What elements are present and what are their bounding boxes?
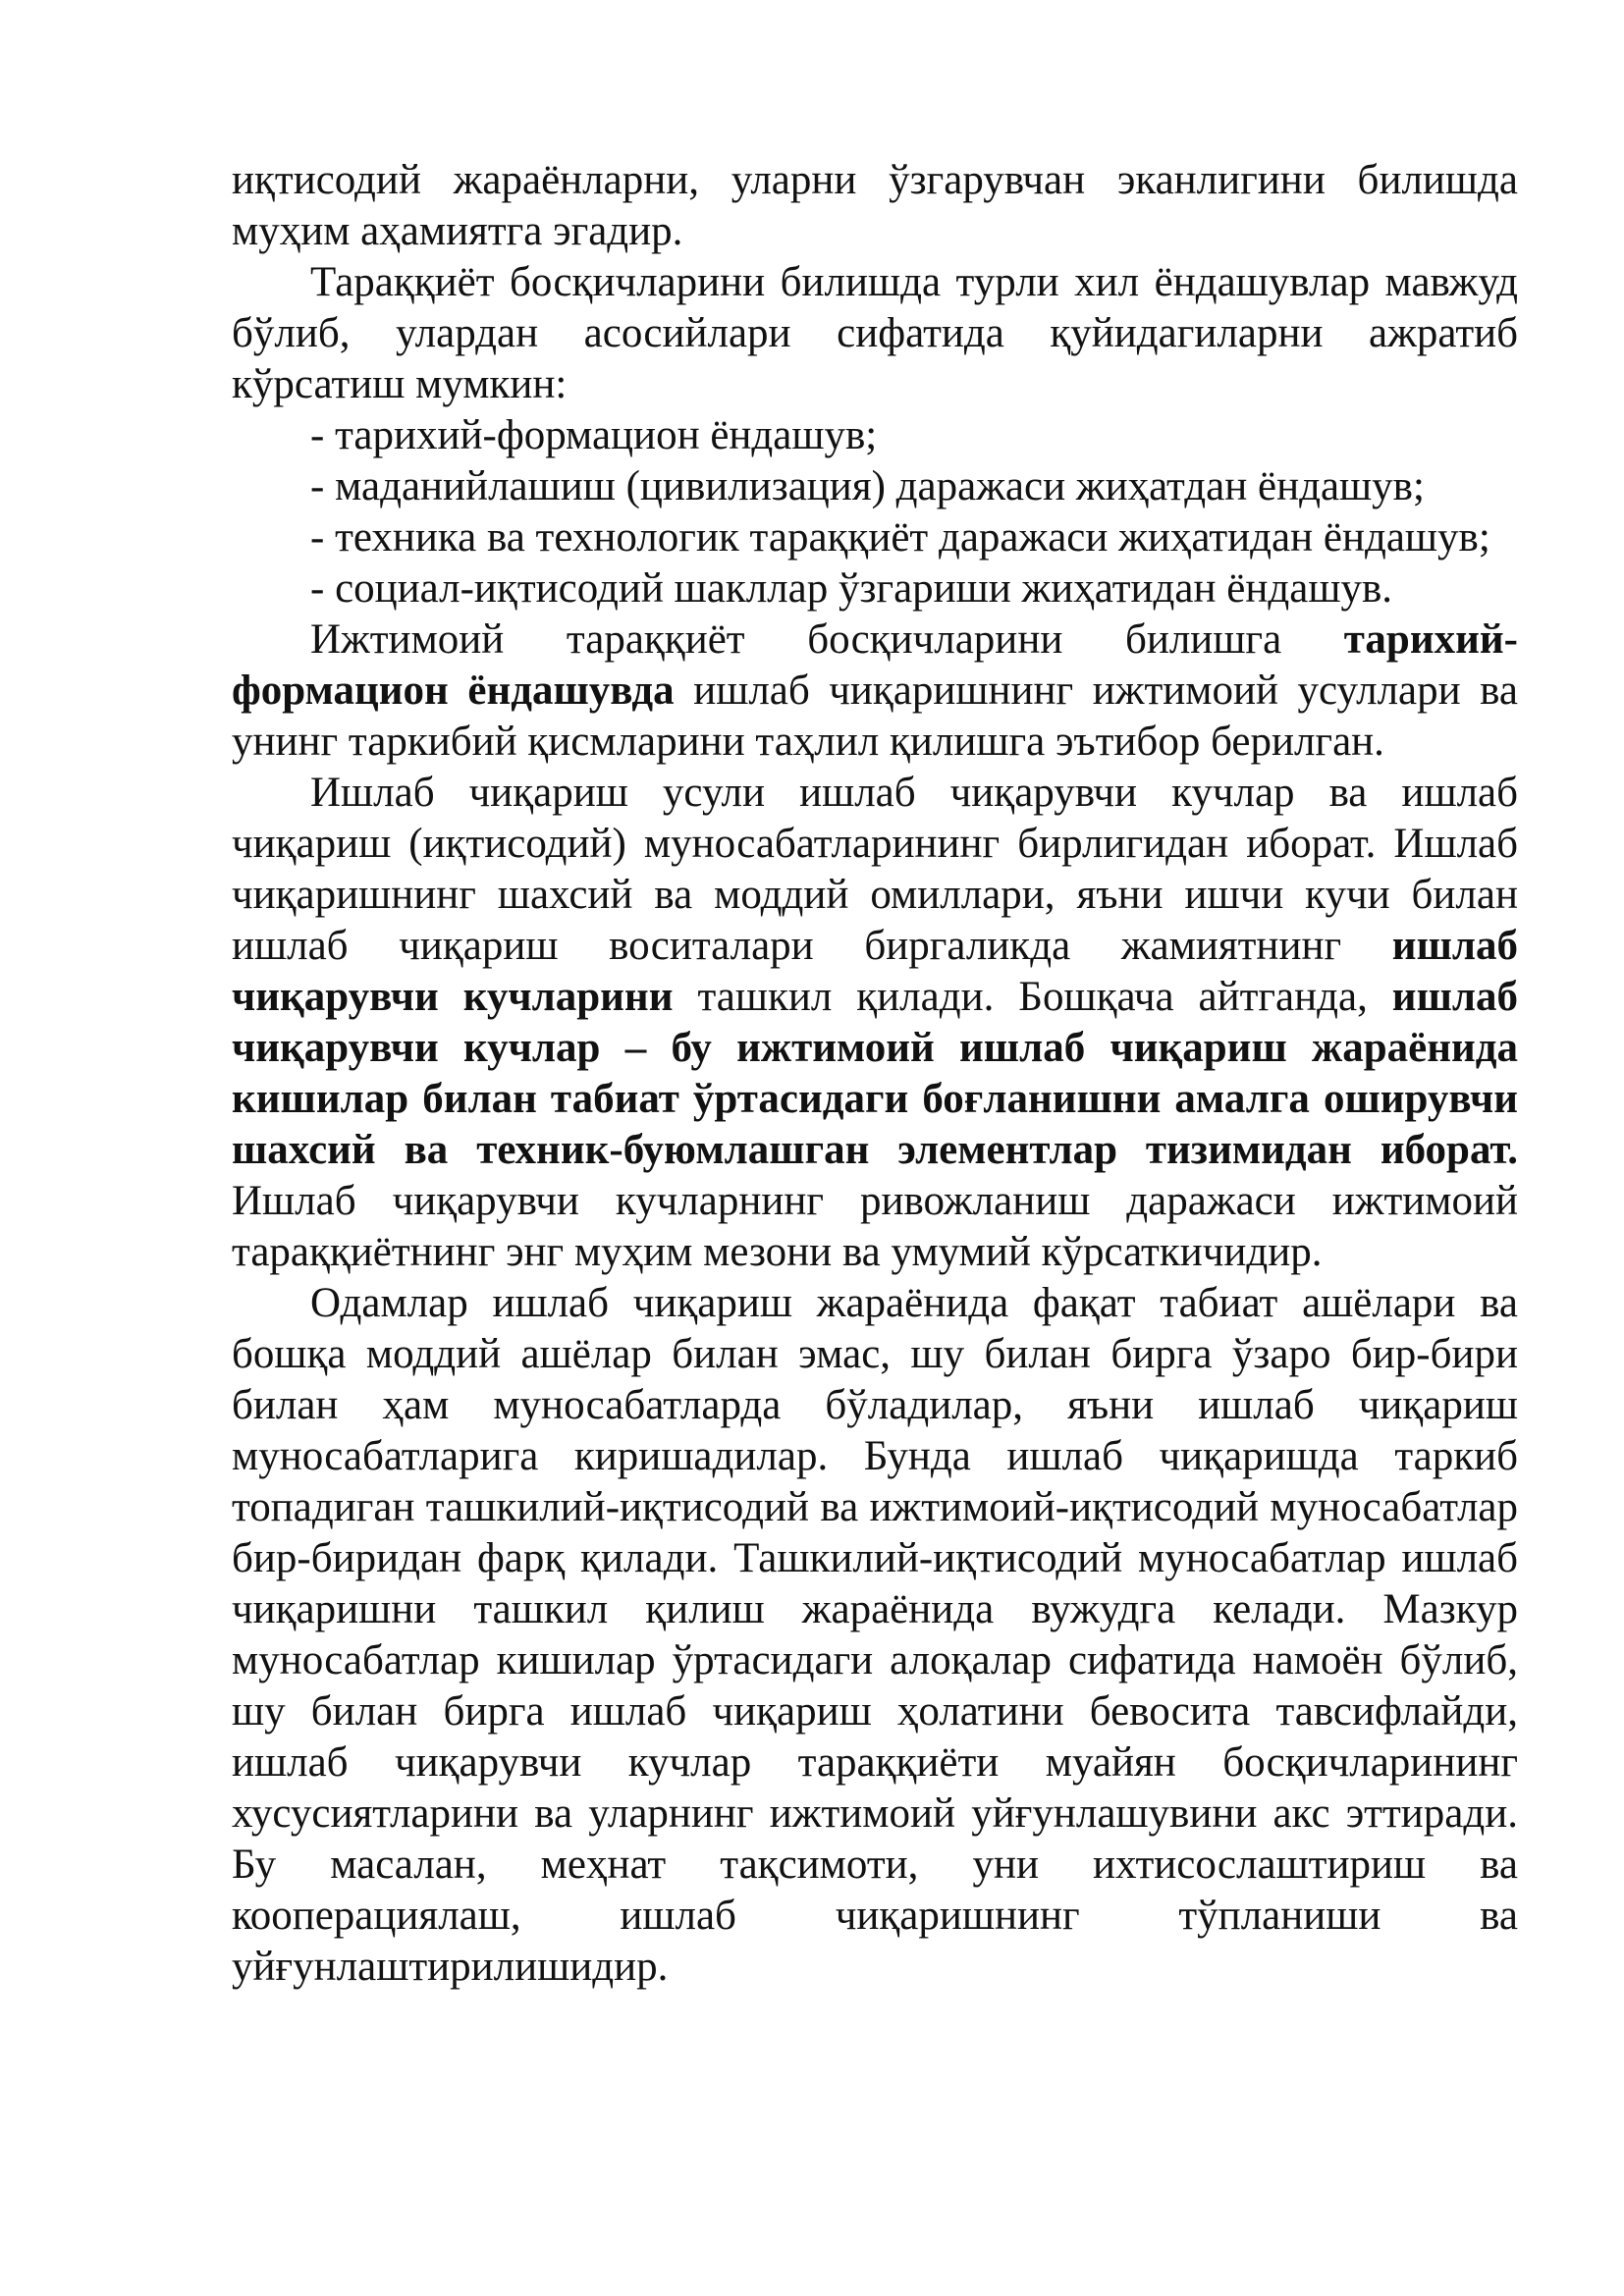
list-item-3: - техника ва технологик тараққиёт даражаси жиҳатидан ёндашув;: [310, 514, 1490, 561]
list-item-1: - тарихий-формацион ёндашув;: [310, 412, 878, 458]
paragraph-4-bold-1: ишлаб чиқарувчи кучларини: [232, 923, 1518, 1020]
paragraph-1: иқтисодий жараёнларни, уларни ўзгарувчан эканлигини билишда муҳим аҳамиятга эгадир.: [232, 157, 1518, 254]
paragraph-2: Тараққиёт босқичларини билишда турли хил ёндашувлар мавжуд бўлиб, улардан асосийлари сифатида қуйидагиларни ажратиб кўрсатиш мумкин:: [232, 259, 1518, 407]
paragraph-4-text-1: Ишлаб чиқариш усули ишлаб чиқарувчи кучлар ва ишлаб чиқариш (иқтисодий) муносабатларининг бирлигидан иборат. Ишлаб чиқаришнинг шахсий ва моддий омиллари, яъни ишчи кучи билан ишлаб чиқариш воситалари биргаликда жамиятнинг: [232, 770, 1518, 969]
paragraph-3-text-1: Ижтимоий тараққиёт босқичларини билишга: [310, 616, 1344, 663]
paragraph-4: [232, 768, 1518, 1278]
paragraph-3-text-2: ишлаб чиқаришнинг ижтимоий усуллари ва унинг таркибий қисмларини таҳлил қилишга эътибор берилган.: [232, 667, 1518, 765]
list-item-2: - маданийлашиш (цивилизация) даражаси жиҳатдан ёндашув;: [310, 463, 1425, 509]
paragraph-4-text-2: ташкил қилади. Бошқача айтганда,: [673, 974, 1392, 1020]
paragraph-4-bold-2: ишлаб чиқарувчи кучлар – бу ижтимоий ишлаб чиқариш жараёнида кишилар билан табиат ўртасидаги боғланишни амалга оширувчи шахсий ва техник-буюмлашган элементлар тизимидан иборат.: [232, 974, 1518, 1173]
paragraph-4-text-3: Ишлаб чиқарувчи кучларнинг ривожланиш даражаси ижтимоий тараққиётнинг энг муҳим мезони ва умумий кўрсаткичидир.: [232, 1178, 1518, 1275]
paragraph-3-bold-1: тарихий-формацион ёндашувда: [232, 616, 1518, 714]
paragraph-5: Одамлар ишлаб чиқариш жараёнида фақат табиат ашёлари ва бошқа моддий ашёлар билан эмас, шу билан бирга ўзаро бир-бири билан ҳам муносабатларда бўладилар, яъни ишлаб чиқариш муносабатларига киришадилар. Бунда ишлаб чиқаришда таркиб топадиган ташкилий-иқтисодий ва ижтимоий-иқтисодий муносабатлар бир-биридан фарқ қилади. Ташкилий-иқтисодий муносабатлар ишлаб чиқаришни ташкил қилиш жараёнида вужудга келади. Мазкур муносабатлар кишилар ўртасидаги алоқалар сифатида намоён бўлиб, шу билан бирга ишлаб чиқариш ҳолатини бевосита тавсифлайди, ишлаб чиқарувчи кучлар тараққиёти муайян босқичларининг хусусиятларини ва уларнинг ижтимоий уйғунлашувини акс эттиради. Бу масалан, меҳнат тақсимоти, уни ихтисослаштириш ва кооперациялаш, ишлаб чиқаришнинг тўпланиши ва уйғунлаштирилишидир.: [232, 1280, 1518, 1990]
list-item-4: - социал-иқтисодий шакллар ўзгариши жиҳатидан ёндашув.: [310, 565, 1393, 612]
paragraph-3: [232, 614, 1518, 768]
document-page: [232, 155, 1518, 1993]
